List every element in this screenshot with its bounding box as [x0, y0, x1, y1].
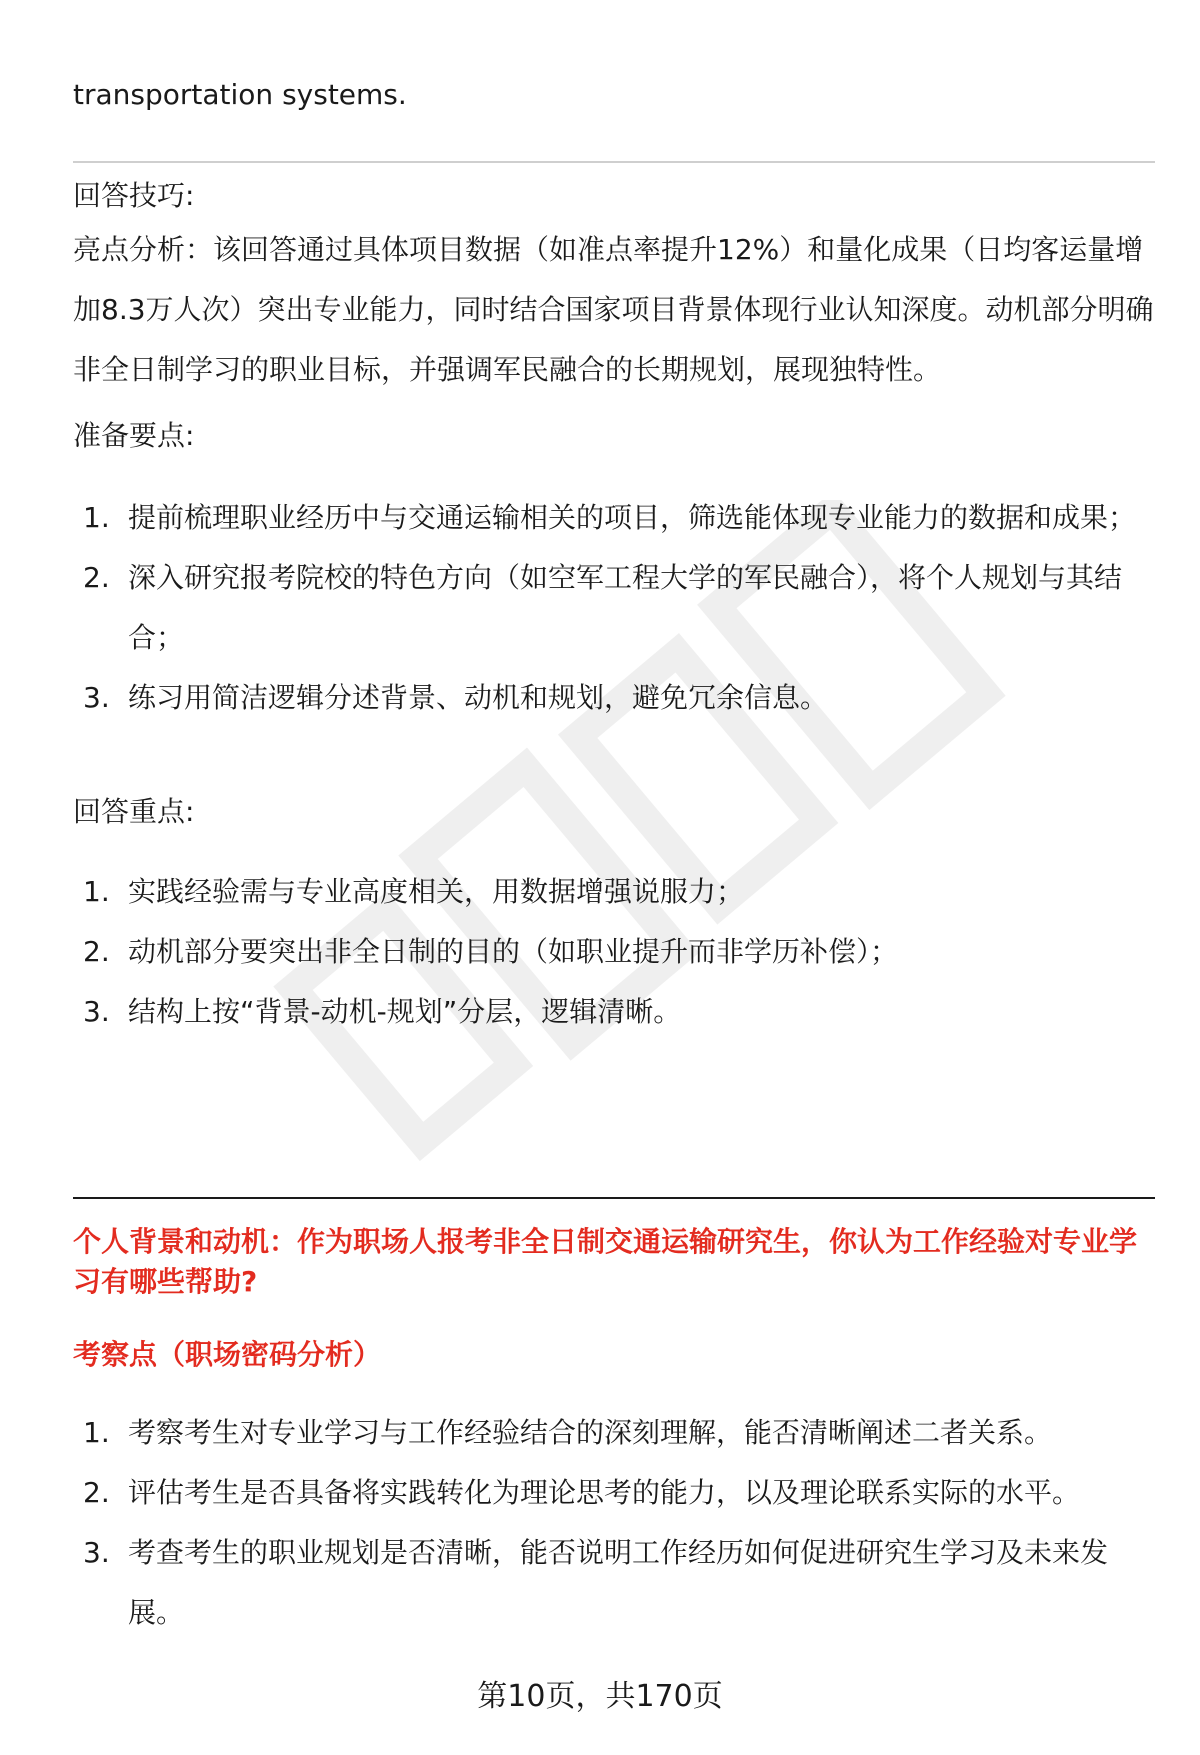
list-item: 1. 提前梳理职业经历中与交通运输相关的项目，筛选能体现专业能力的数据和成果；: [83, 501, 1137, 534]
question-subtitle: 考察点（职场密码分析）: [73, 1338, 382, 1371]
focus-label: 回答重点:: [73, 795, 195, 828]
page-number: 第10页，共170页: [477, 1679, 723, 1714]
prep-label: 准备要点:: [73, 419, 195, 452]
question-title: 个人背景和动机：作为职场人报考非全日制交通运输研究生，你认为工作经验对专业学习有哪些帮助?: [73, 1225, 1138, 1298]
tips-label: 回答技巧:: [73, 179, 195, 212]
list-item: 2. 动机部分要突出非全日制的目的（如职业提升而非学历补偿）；: [83, 935, 899, 968]
list-item: 3. 考查考生的职业规划是否清晰，能否说明工作经历如何促进研究生学习及未来发展。: [83, 1536, 1109, 1629]
list-item: 2. 评估考生是否具备将实践转化为理论思考的能力，以及理论联系实际的水平。: [83, 1476, 1081, 1509]
list-item: 1. 实践经验需与专业高度相关，用数据增强说服力；: [83, 875, 745, 908]
section-divider: [73, 1197, 1155, 1199]
divider: [73, 161, 1155, 163]
intro-line: transportation systems.: [73, 78, 407, 111]
prep-list: [73, 488, 1155, 728]
list-item: 1. 考察考生对专业学习与工作经验结合的深刻理解，能否清晰阐述二者关系。: [83, 1416, 1053, 1449]
focus-list: [73, 862, 1155, 1042]
list-item: 3. 结构上按“背景-动机-规划”分层，逻辑清晰。: [83, 995, 682, 1028]
assessment-list: [73, 1403, 1155, 1643]
highlight-analysis: 亮点分析：该回答通过具体项目数据（如准点率提升12%）和量化成果（日均客运量增加8.3万人次）突出专业能力，同时结合国家项目背景体现行业认知深度。动机部分明确非全日制学习的职业目标，并强调军民融合的长期规划，展现独特性。: [73, 233, 1154, 386]
list-item: 2. 深入研究报考院校的特色方向（如空军工程大学的军民融合），将个人规划与其结合；: [83, 561, 1123, 654]
document-page: [73, 0, 1155, 1755]
list-item: 3. 练习用简洁逻辑分述背景、动机和规划，避免冗余信息。: [83, 681, 829, 714]
